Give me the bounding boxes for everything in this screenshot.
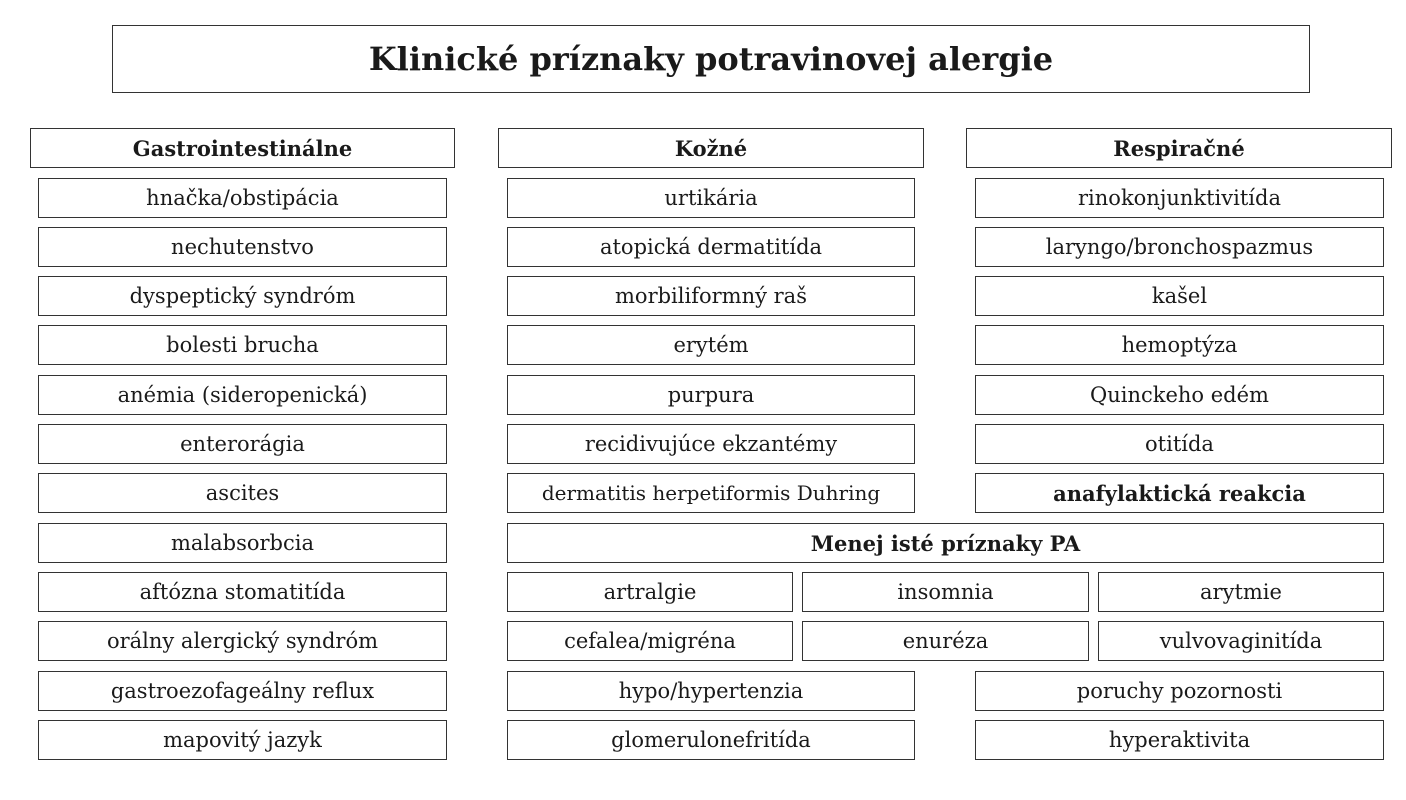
skin-item: erytém: [507, 325, 915, 365]
resp-item-anaphylaxis: anafylaktická reakcia: [975, 473, 1384, 513]
less-certain-item: glomerulonefritída: [507, 720, 915, 760]
resp-item: Quinckeho edém: [975, 375, 1384, 415]
diagram-title: Klinické príznaky potravinovej alergie: [112, 25, 1310, 93]
gi-item: hnačka/obstipácia: [38, 178, 447, 218]
header-gastrointestinal: Gastrointestinálne: [30, 128, 455, 168]
skin-item: morbiliformný raš: [507, 276, 915, 316]
gi-item: ascites: [38, 473, 447, 513]
gi-item: mapovitý jazyk: [38, 720, 447, 760]
resp-item: kašel: [975, 276, 1384, 316]
gi-item: gastroezofageálny reflux: [38, 671, 447, 711]
resp-item: otitída: [975, 424, 1384, 464]
gi-item: orálny alergický syndróm: [38, 621, 447, 661]
header-skin: Kožné: [498, 128, 924, 168]
gi-item: malabsorbcia: [38, 523, 447, 563]
resp-item: hemoptýza: [975, 325, 1384, 365]
gi-item: aftózna stomatitída: [38, 572, 447, 612]
skin-item: recidivujúce ekzantémy: [507, 424, 915, 464]
less-certain-item: enuréza: [802, 621, 1089, 661]
less-certain-item: poruchy pozornosti: [975, 671, 1384, 711]
less-certain-item: cefalea/migréna: [507, 621, 793, 661]
less-certain-item: arytmie: [1098, 572, 1384, 612]
skin-item: urtikária: [507, 178, 915, 218]
less-certain-item: hypo/hypertenzia: [507, 671, 915, 711]
less-certain-item: vulvovaginitída: [1098, 621, 1384, 661]
gi-item: nechutenstvo: [38, 227, 447, 267]
less-certain-item: artralgie: [507, 572, 793, 612]
resp-item: laryngo/bronchospazmus: [975, 227, 1384, 267]
less-certain-item: hyperaktivita: [975, 720, 1384, 760]
skin-item: dermatitis herpetiformis Duhring: [507, 473, 915, 513]
less-certain-header: Menej isté príznaky PA: [507, 523, 1384, 563]
resp-item: rinokonjunktivitída: [975, 178, 1384, 218]
gi-item: bolesti brucha: [38, 325, 447, 365]
less-certain-item: insomnia: [802, 572, 1089, 612]
skin-item: purpura: [507, 375, 915, 415]
gi-item: anémia (sideropenická): [38, 375, 447, 415]
skin-item: atopická dermatitída: [507, 227, 915, 267]
gi-item: enterorágia: [38, 424, 447, 464]
gi-item: dyspeptický syndróm: [38, 276, 447, 316]
header-respiratory: Respiračné: [966, 128, 1392, 168]
